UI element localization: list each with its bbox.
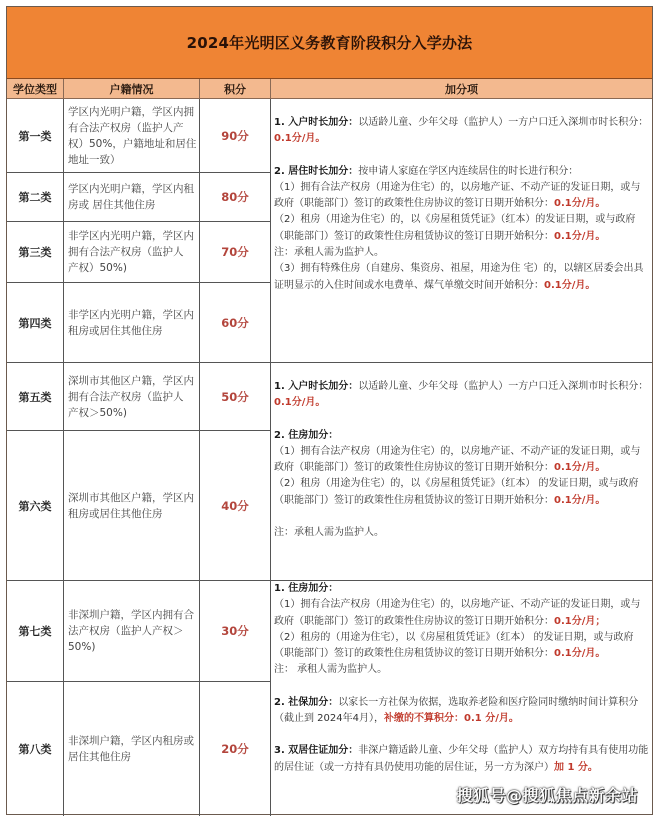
score-value: 30分 <box>221 624 249 638</box>
bonus-item-text: 以家长一方社保为依据，选取养老险和医疗险同时缴纳时间计算积分（截止到 2024年4月）， <box>274 696 639 725</box>
household-text: 非学区内光明户籍，学区内租房或居住其他住房 <box>68 308 194 337</box>
score-value: 80分 <box>221 190 249 204</box>
type-label: 第五类 <box>18 390 52 404</box>
bonus-item <box>274 444 649 477</box>
type-label: 第七类 <box>18 625 52 638</box>
score-cell <box>200 173 271 222</box>
type-cell <box>7 173 64 222</box>
bonus-item <box>274 180 649 213</box>
bonus-rate: 0.1分/月； <box>554 615 606 627</box>
household-text: 深圳市其他区户籍，学区内拥有合法产权房（监护人 产权＞50%) <box>68 374 194 419</box>
type-label: 第二类 <box>18 191 52 204</box>
bonus-item-heading: 3. 双居住证加分： <box>274 745 359 757</box>
household-text: 非学区内光明户籍，学区内拥有合法产权房（监护人 产权）50%) <box>68 230 194 274</box>
bonus-cell-group-2 <box>271 363 652 581</box>
bonus-item-text: 注： 承租人需为监护人。 <box>274 664 388 676</box>
type-cell <box>7 431 64 581</box>
bonus-item-text: （3）拥有特殊住房（自建房、集资房、祖屋，用途为住 宅）的，以辖区居委会出具证明显示的入住时间或水电费单、煤气单缴交时间开始积分： <box>274 263 644 291</box>
type-cell <box>7 99 64 173</box>
bonus-item-text: 以适龄儿童、少年父母（监护人）一方户口迁入深圳市时长积分： <box>358 381 649 392</box>
bonus-item <box>274 212 649 245</box>
bonus-item-text: （2）租房的（用途为住宅），以《房屋租赁凭证》（红本） 的发证日期，或与政府（职能部门）签订的政策性住房租赁协议的签订日期开始积分： <box>274 631 634 660</box>
bonus-rate: 0.1分/月。 <box>544 279 596 291</box>
header-score: 积分 <box>200 79 271 99</box>
bonus-item <box>274 164 649 180</box>
score-value: 20分 <box>221 742 249 756</box>
household-cell <box>64 99 200 173</box>
bonus-item <box>274 630 649 663</box>
household-cell <box>64 363 200 431</box>
bonus-item-text: （2）租房（用途为住宅）的，以《房屋租赁凭证》（红本） 的发证日期，或与政府（职能部门）签订的政策性住房租赁协议的签订日期开始积分： <box>274 478 639 506</box>
score-table <box>6 6 653 815</box>
household-cell <box>64 222 200 283</box>
bonus-item-text: 注：承租人需为监护人。 <box>274 527 384 539</box>
type-label: 第八类 <box>18 743 52 756</box>
bonus-rate: 加 1 分。 <box>554 761 598 773</box>
bonus-rate: 补缴的不算积分：0.1 分/月。 <box>384 713 519 725</box>
bonus-item <box>274 581 649 597</box>
bonus-rate: 0.1分/月。 <box>554 198 606 210</box>
bonus-item <box>274 379 649 412</box>
type-label: 第四类 <box>18 316 52 330</box>
header-type: 学位类型 <box>7 79 64 99</box>
score-cell <box>200 99 271 173</box>
score-value: 40分 <box>221 498 249 513</box>
page-title: 2024年光明区义务教育阶段积分入学办法 <box>186 34 473 52</box>
type-cell <box>7 283 64 363</box>
bonus-item <box>274 662 649 678</box>
bonus-item <box>274 743 649 776</box>
bonus-item <box>274 115 649 148</box>
bonus-item-text: 注：承租人需为监护人。 <box>274 247 384 259</box>
score-cell <box>200 431 271 581</box>
title-band <box>7 7 652 79</box>
household-cell <box>64 581 200 682</box>
household-cell <box>64 173 200 222</box>
type-cell <box>7 363 64 431</box>
score-cell <box>200 682 271 816</box>
bonus-cell-group-3 <box>271 581 652 816</box>
score-cell <box>200 581 271 682</box>
bonus-rate: 0.1分/月。 <box>274 397 326 409</box>
household-text: 非深圳户籍，学区内拥有合法产权房（监护人产权＞50%) <box>68 609 194 653</box>
score-value: 50分 <box>221 389 249 404</box>
household-cell <box>64 283 200 363</box>
type-cell <box>7 222 64 283</box>
score-cell <box>200 222 271 283</box>
bonus-item <box>274 476 649 509</box>
type-cell <box>7 682 64 816</box>
household-text: 学区内光明户籍，学区内拥有合法产权房（监护人产权）50%，户籍地址和居住地址一致） <box>68 105 197 166</box>
bonus-item-text: （1）拥有合法产权房（用途为住宅）的，以房地产证、不动产证的发证日期，或与政府（职能部门）签订的政策性住房协议的签订日期开始积分： <box>274 599 641 627</box>
score-cell <box>200 363 271 431</box>
watermark: 搜狐号@搜狐焦点新余站 <box>456 786 638 805</box>
score-value: 60分 <box>221 315 249 330</box>
bonus-cell-group-1 <box>271 99 652 363</box>
bonus-item-heading: 2. 居住时长加分： <box>274 165 359 177</box>
household-cell <box>64 431 200 581</box>
bonus-item-heading: 2. 住房加分： <box>274 429 339 441</box>
household-cell <box>64 682 200 816</box>
bonus-rate: 0.1分/月。 <box>554 462 606 474</box>
bonus-item-text: （2）租房（用途为住宅）的，以《房屋租赁凭证》（红本）的发证日期，或与政府（职能部门）签订的政策性住房租赁协议的签订日期开始积分： <box>274 214 636 242</box>
bonus-item <box>274 525 649 541</box>
score-value: 70分 <box>221 245 249 259</box>
bonus-item-text: 非深户籍适龄儿童、少年父母（监护人）双方均持有具有使用功能的居住证（或一方持有具仍使用功能的居住证，另一方为深户） <box>274 745 649 773</box>
bonus-item-text: 按申请人家庭在学区内连续居住的时长进行积分： <box>358 165 579 177</box>
bonus-item <box>274 261 649 294</box>
household-text: 非深圳户籍，学区内租房或居住其他住房 <box>68 735 194 763</box>
bonus-rate: 0.1分/月。 <box>554 230 606 242</box>
score-cell <box>200 283 271 363</box>
bonus-item-text: 以适龄儿童、少年父母（监护人）一方户口迁入深圳市时长积分： <box>358 117 649 128</box>
bonus-item <box>274 428 649 444</box>
type-cell <box>7 581 64 682</box>
bonus-item <box>274 245 649 261</box>
header-household: 户籍情况 <box>64 79 200 99</box>
type-label: 第六类 <box>18 499 52 513</box>
bonus-item-text: （1）拥有合法产权房（用途为住宅）的，以房地产证、不动产证的发证日期，或与政府（职能部门）签订的政策性住房协议的签订日期开始积分： <box>274 445 641 474</box>
household-text: 深圳市其他区户籍，学区内租房或居住其他住房 <box>68 491 194 520</box>
header-bonus: 加分项 <box>271 79 652 99</box>
bonus-item-heading: 2. 社保加分： <box>274 696 339 708</box>
household-text: 学区内光明户籍，学区内租房或 居住其他住房 <box>68 183 194 211</box>
bonus-item-heading: 1. 入户时长加分： <box>274 117 359 128</box>
bonus-rate: 0.1分/月。 <box>554 494 606 506</box>
bonus-item-heading: 1. 入户时长加分： <box>274 381 359 392</box>
bonus-item-text: （1）拥有合法产权房（用途为住宅）的，以房地产证、不动产证的发证日期，或与政府（职能部门）签订的政策性住房协议的签订日期开始积分： <box>274 181 641 210</box>
score-value: 90分 <box>221 128 249 143</box>
bonus-rate: 0.1分/月。 <box>554 648 606 660</box>
type-label: 第三类 <box>18 246 52 259</box>
bonus-rate: 0.1分/月。 <box>274 133 326 145</box>
bonus-item-heading: 1. 住房加分： <box>274 583 339 594</box>
bonus-item <box>274 597 649 630</box>
bonus-item <box>274 695 649 728</box>
type-label: 第一类 <box>18 129 52 143</box>
